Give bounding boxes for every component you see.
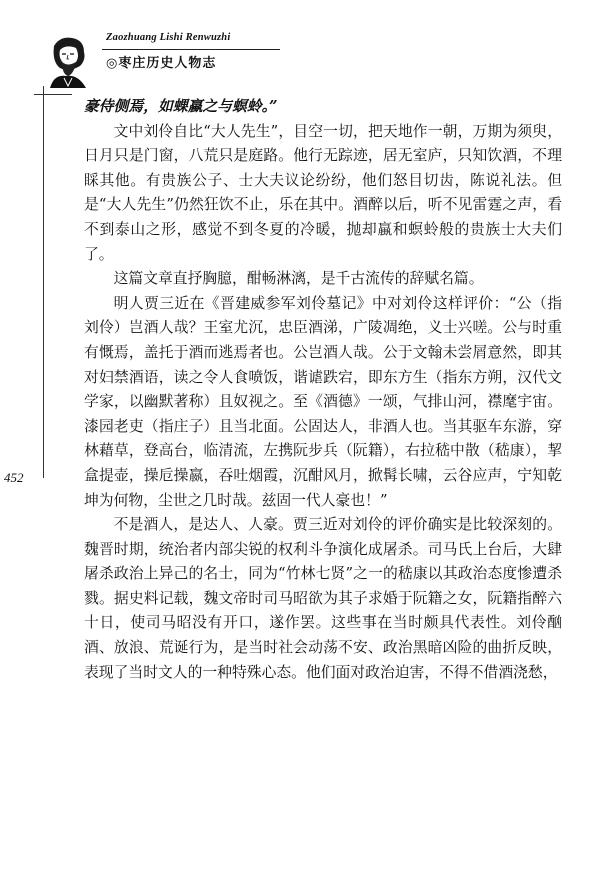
margin-tick [34,94,72,95]
body-text [84,95,562,685]
page-number: 452 [4,470,24,485]
quote-ending: 豪侍侧焉，如蜾蠃之与螟蛉。” [84,98,278,115]
author-portrait-icon [46,34,90,88]
paragraph: 明人贾三近在《晋建威参军刘伶墓记》中对刘伶这样评价：“公（指刘伶）岂酒人哉？王室尤沉，忠臣酒涕，广陵凋绝，义士兴嗟。公与时重有慨焉，盖托于酒而逃焉者也。公岂酒人哉。公于文翰未尝屑意然，即其对妇禁酒语，读之令人食喷饭，谐谑跌宕，即东方生（指东方朔，汉代文学家，以幽默著称）且奴视之。至《酒德》一颂，气排山河，襟麾宇宙。漆园老吏（指庄子）且当北面。公固达人，非酒人也。当其驱车东游，穿林藉草，登高台，临清流，左携阮步兵（阮籍），右拉嵇中散（嵇康），挈盒提壶，操卮操嬴，吞吐烟霞，沉酣风月，掀髯长啸，云谷应声，宁知乾坤为何物，尘世之几时哉。兹固一代人豪也！” [84,294,562,509]
series-title-chinese: ◎枣庄历史人物志 [106,56,217,71]
paragraph: 这篇文章直抒胸臆，酣畅淋漓，是千古流传的辞赋名篇。 [113,270,484,288]
margin-rule [43,86,44,478]
header-rule [102,49,280,50]
paragraph: 不是酒人，是达人、人豪。贾三近对刘伶的评价确实是比较深刻的。魏晋时期，统治者内部尖锐的权利斗争演化成屠杀。司马氏上台后，大肆屠杀政治上异己的名士，同为“竹林七贤”之一的嵇康以其政治态度惨遭杀戮。据史料记载，魏文帝时司马昭欲为其子求婚于阮籍之女，阮籍指醉六十日，使司马昭没有开口，遂作罢。这些事在当时颇具代表性。刘伶酗酒、放浪、荒诞行为，是当时社会动荡不安、政治黑暗凶险的曲折反映，表现了当时文人的一种特殊心态。他们面对政治迫害，不得不借酒浇愁， [84,516,562,681]
running-header [40,28,280,88]
paragraph: 文中刘伶自比“大人先生”，目空一切，把天地作一朝，万期为须臾，日月只是门窗，八荒只是庭路。他行无踪迹，居无室庐，只知饮酒，不理睬其他。有贵族公子、士大夫议论纷纷，他们怒目切齿，陈说礼法。但是“大人先生”仍然狂饮不止，乐在其中。酒醉以后，听不见雷霆之声，看不到泰山之形，感觉不到冬夏的冷暖，抛却蠃和螟蛉般的贵族士大夫们了。 [84,122,562,263]
series-title-english: Zaozhuang Lishi Renwuzhi [106,32,231,43]
